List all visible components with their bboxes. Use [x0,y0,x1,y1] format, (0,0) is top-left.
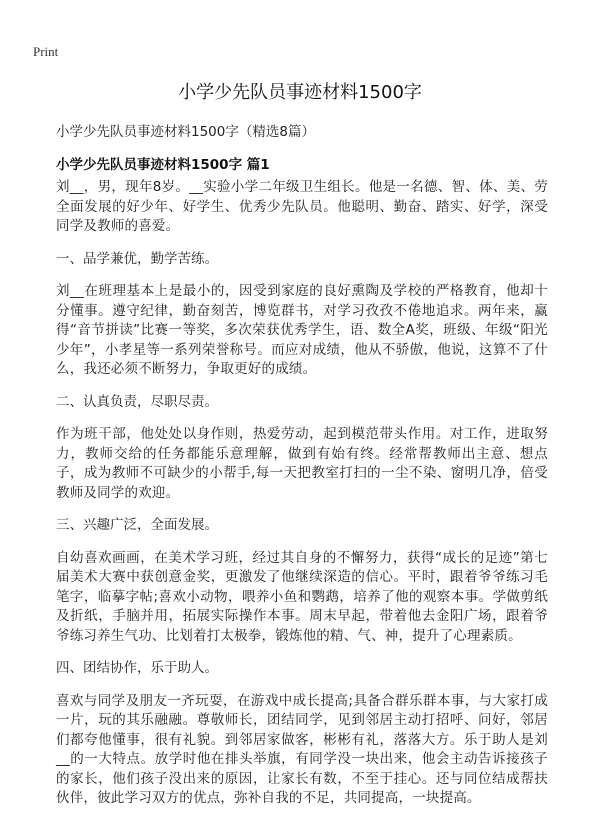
paragraph: 自幼喜欢画画，在美术学习班，经过其自身的不懈努力，获得“成长的足迹”第七届美术大赛中获创意金奖，更激发了他继续深造的信心。平时，跟着爷爷练习毛笔字，临摹字帖;喜欢小动物，喂养小鱼和鹦鹉，培养了他的观察本事。学做剪纸及折纸，手脑并用，拓展实际操作本事。周末早起，带着他去金阳广场，跟着爷爷练习养生气功、比划着打太极拳，锻炼他的精、气、神，提升了心理素质。 [56,549,548,644]
document-subtitle: 小学少先队员事迹材料1500字（精选8篇） [56,124,315,140]
paragraph: 喜欢与同学及朋友一齐玩耍，在游戏中成长提高;具备合群乐群本事，与大家打成一片，玩的其乐融融。尊敬师长，团结同学，见到邻居主动打招呼、问好，邻居们都夸他懂事，很有礼貌。到邻居家做客，彬彬有礼，落落大方。乐于助人是刘__的一大特点。放学时他在排头举旗，有同学没一块出来，他会主动告诉接孩子的家长，他们孩子没出来的原因，让家长有数，不至于挂心。还与同位结成帮扶伙伴，彼此学习双方的优点，弥补自我的不足，共同提高，一块提高。 [56,692,548,806]
subheading: 一、品学兼优，勤学苦练。 [56,250,218,267]
paragraph: 刘__，男，现年8岁。__实验小学二年级卫生组长。他是一名德、智、体、美、劳全面发展的好少年、好学生、优秀少先队员。他聪明、勤奋、踏实、好学，深受同学及教师的喜爱。 [56,179,548,234]
section-title: 小学少先队员事迹材料1500字 篇1 [56,157,270,173]
subheading: 三、兴趣广泛，全面发展。 [56,517,218,533]
document-title: 小学少先队员事迹材料1500字 [178,82,422,103]
article-body [56,178,548,822]
subheading: 四、团结协作，乐于助人。 [56,660,218,676]
paragraph: 作为班干部，他处处以身作则，热爱劳动，起到模范带头作用。对工作，进取努力，教师交给的任务都能乐意理解，做到有始有终。经常帮教师出主意、想点子，成为教师不可缺少的小帮手,每一天把教室打扫的一尘不染、窗明几净，倍受教师及同学的欢迎。 [56,426,548,501]
print-link[interactable]: Print [33,44,59,59]
subheading: 二、认真负责，尽职尽责。 [56,393,218,410]
paragraph: 刘__在班理基本上是最小的，因受到家庭的良好熏陶及学校的严格教育，他却十分懂事。遵守纪律，勤奋刻苦，博览群书，对学习孜孜不倦地追求。两年来，赢得“音节拼读”比赛一等奖，多次荣获优秀学生，语、数全A奖，班级、年级“阳光少年”，小孝星等一系列荣誉称号。而应对成绩，他从不骄傲，他说，这算不了什么，我还必须不断努力，争取更好的成绩。 [56,283,548,377]
